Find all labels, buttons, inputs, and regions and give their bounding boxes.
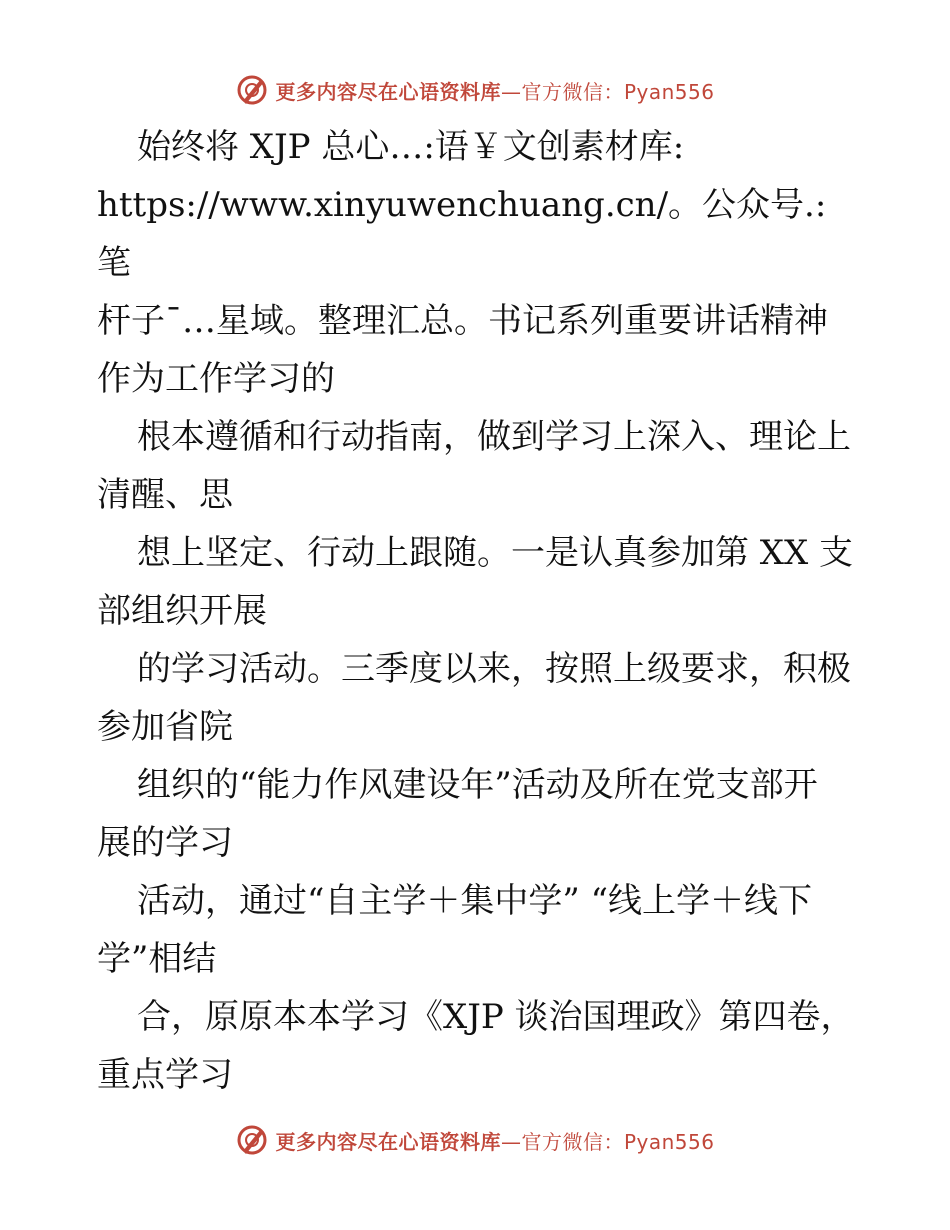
doc-line: 杆子¯…星域。整理汇总。书记系列重要讲话精神 <box>97 301 828 341</box>
doc-line: 始终将 XJP 总心…:语￥文创素材库: <box>137 127 685 167</box>
doc-line: 合，原原本本学习《XJP 谈治国理政》第四卷， <box>137 997 855 1037</box>
footer-banner-contact: 官方微信：Pyan556 <box>521 1129 715 1154</box>
doc-line: 展的学习 <box>97 823 233 863</box>
header-banner-text <box>275 76 714 105</box>
doc-line: 想上坚定、行动上跟随。一是认真参加第 XX 支 <box>137 533 854 573</box>
header-banner-sep: — <box>500 79 522 104</box>
brush-logo-icon <box>235 1123 269 1157</box>
footer-banner-text <box>275 1126 714 1155</box>
doc-line: 活动，通过“自主学＋集中学” “线上学＋线下 <box>137 881 812 921</box>
doc-line: 部组织开展 <box>97 591 267 631</box>
doc-line: https://www.xinyuwenchuang.cn/。公众号.: 笔 <box>97 185 838 283</box>
header-watermark-banner <box>0 70 950 110</box>
footer-banner-main: 更多内容尽在心语资料库 <box>275 1129 501 1154</box>
doc-line: 组织的“能力作风建设年”活动及所在党支部开 <box>137 765 818 805</box>
doc-line: 根本遵循和行动指南，做到学习上深入、理论上 <box>137 417 851 457</box>
doc-line: 学”相结 <box>97 939 217 979</box>
doc-line: 重点学习 <box>97 1055 233 1095</box>
header-banner-contact: 官方微信：Pyan556 <box>521 79 715 104</box>
document-body <box>97 118 857 1104</box>
header-banner-main: 更多内容尽在心语资料库 <box>275 79 501 104</box>
doc-line: 清醒、思 <box>97 475 233 515</box>
doc-line: 作为工作学习的 <box>97 359 335 399</box>
footer-banner-sep: — <box>500 1129 522 1154</box>
footer-watermark-banner <box>0 1120 950 1160</box>
doc-line: 参加省院 <box>97 707 233 747</box>
brush-logo-icon <box>235 73 269 107</box>
doc-line: 的学习活动。三季度以来，按照上级要求，积极 <box>137 649 851 689</box>
